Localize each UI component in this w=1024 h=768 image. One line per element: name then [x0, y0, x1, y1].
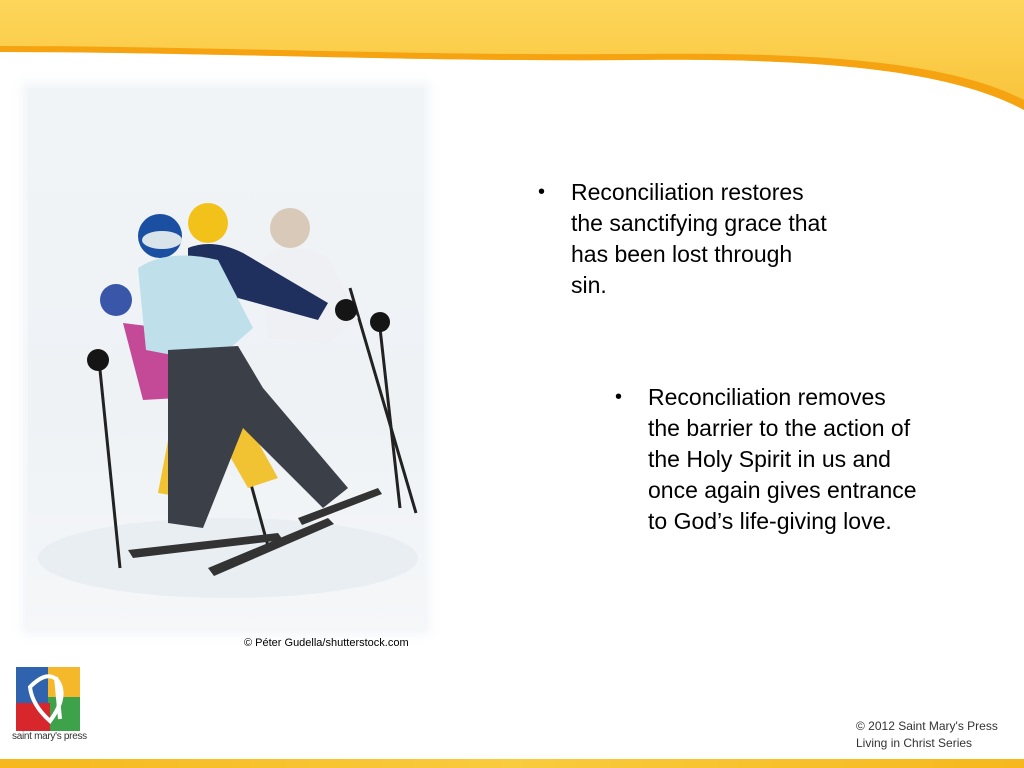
copyright-notice	[856, 718, 998, 752]
copyright-line: © 2012 Saint Mary's Press	[856, 719, 998, 733]
bullet-dot: •	[538, 181, 546, 203]
bottom-bar	[0, 759, 1024, 768]
bullet-text: Reconciliation removes the barrier to the action of the Holy Spirit in us and once again gives entrance to God’s life-giving love.	[648, 384, 917, 534]
bullet-dot: •	[615, 386, 623, 408]
bullet-item	[538, 177, 833, 301]
logo-text: saint mary's press	[12, 731, 87, 742]
bullet-text: Reconciliation restores the sanctifying grace that has been lost through sin.	[571, 179, 827, 298]
series-line: Living in Christ Series	[856, 736, 973, 750]
bullet-item	[615, 382, 923, 537]
photo-credit: © Péter Gudella/shutterstock.com	[244, 637, 409, 649]
skiers-photo	[28, 88, 424, 628]
